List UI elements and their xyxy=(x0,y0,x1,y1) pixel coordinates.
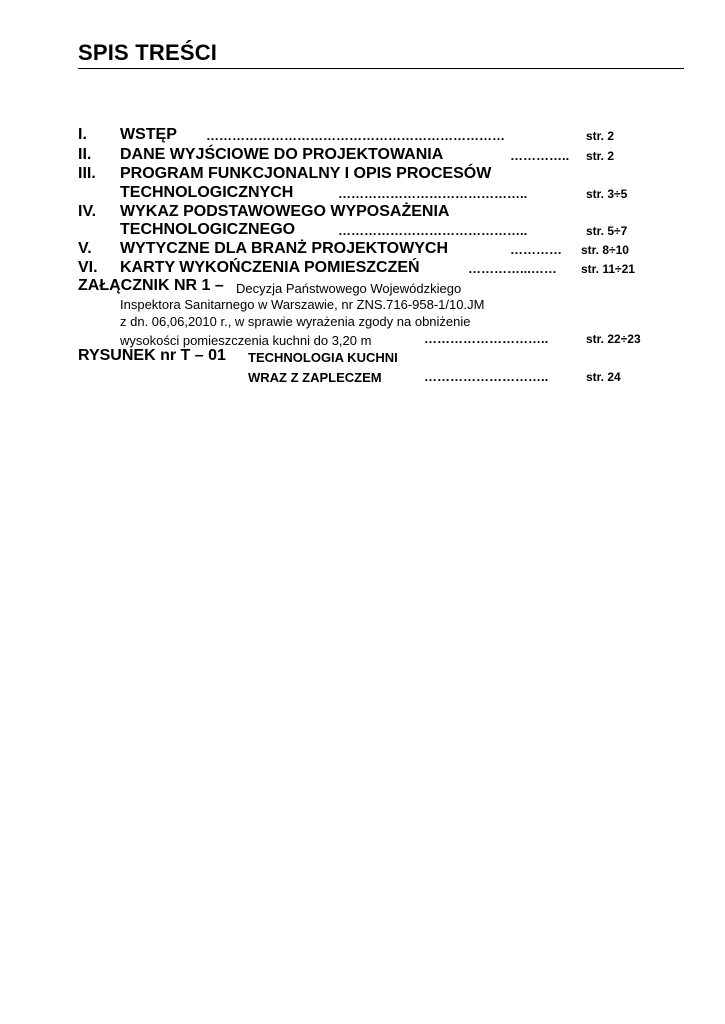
toc-title: KARTY WYKOŃCZENIA POMIESZCZEŃ xyxy=(120,259,420,276)
toc-page: str. 5÷7 xyxy=(586,224,628,238)
toc-page: str. 2 xyxy=(586,129,615,143)
attachment-label: ZAŁĄCZNIK NR 1 – xyxy=(78,277,224,294)
drawing-label: RYSUNEK nr T – 01 xyxy=(78,347,226,364)
page-title: SPIS TREŚCI xyxy=(78,40,218,65)
attachment-description-continued: z dn. 06,06,2010 r., w sprawie wyrażenia zgody na obniżenie xyxy=(120,314,471,329)
toc-leader: ……………………….. xyxy=(424,369,549,384)
toc-number: I. xyxy=(78,126,87,143)
toc-page: str. 8÷10 xyxy=(581,243,629,257)
toc-number: IV. xyxy=(78,203,97,220)
toc-leader: ………….. xyxy=(510,148,570,163)
toc-leader: ……………………….. xyxy=(424,331,549,346)
toc-title: PROGRAM FUNKCJONALNY I OPIS PROCESÓW xyxy=(120,165,492,182)
toc-title: WYKAZ PODSTAWOWEGO WYPOSAŻENIA xyxy=(120,203,450,220)
toc-title: DANE WYJŚCIOWE DO PROJEKTOWANIA xyxy=(120,146,444,163)
toc-leader: …………………………………………………………… xyxy=(206,128,505,143)
title-divider xyxy=(78,68,684,69)
toc-page: str. 22÷23 xyxy=(586,332,641,346)
toc-title: WSTĘP xyxy=(120,126,177,143)
toc-title: WYTYCZNE DLA BRANŻ PROJEKTOWYCH xyxy=(120,240,448,257)
toc-leader: …………...…… xyxy=(468,261,557,276)
toc-leader: …………………………………….. xyxy=(338,223,528,238)
toc-number: V. xyxy=(78,240,92,257)
toc-page: str. 24 xyxy=(586,370,621,384)
drawing-title: TECHNOLOGIA KUCHNI xyxy=(248,350,398,365)
toc-number: VI. xyxy=(78,259,98,276)
drawing-title-continued: WRAZ Z ZAPLECZEM xyxy=(248,370,382,385)
toc-title-continued: TECHNOLOGICZNYCH xyxy=(120,184,294,201)
attachment-description-continued: Inspektora Sanitarnego w Warszawie, nr ZNS.716-958-1/10.JM xyxy=(120,297,485,312)
toc-page: str. 11÷21 xyxy=(581,262,635,276)
toc-page: str. 3÷5 xyxy=(586,187,628,201)
toc-number: II. xyxy=(78,146,92,163)
toc-number: III. xyxy=(78,165,96,182)
attachment-description: Decyzja Państwowego Wojewódzkiego xyxy=(236,281,462,296)
toc-title-continued: TECHNOLOGICZNEGO xyxy=(120,221,296,238)
attachment-description-continued: wysokości pomieszczenia kuchni do 3,20 m xyxy=(120,333,372,348)
toc-leader: …………………………………….. xyxy=(338,186,528,201)
toc-leader: ………… xyxy=(510,242,562,257)
toc-page: str. 2 xyxy=(586,149,615,163)
